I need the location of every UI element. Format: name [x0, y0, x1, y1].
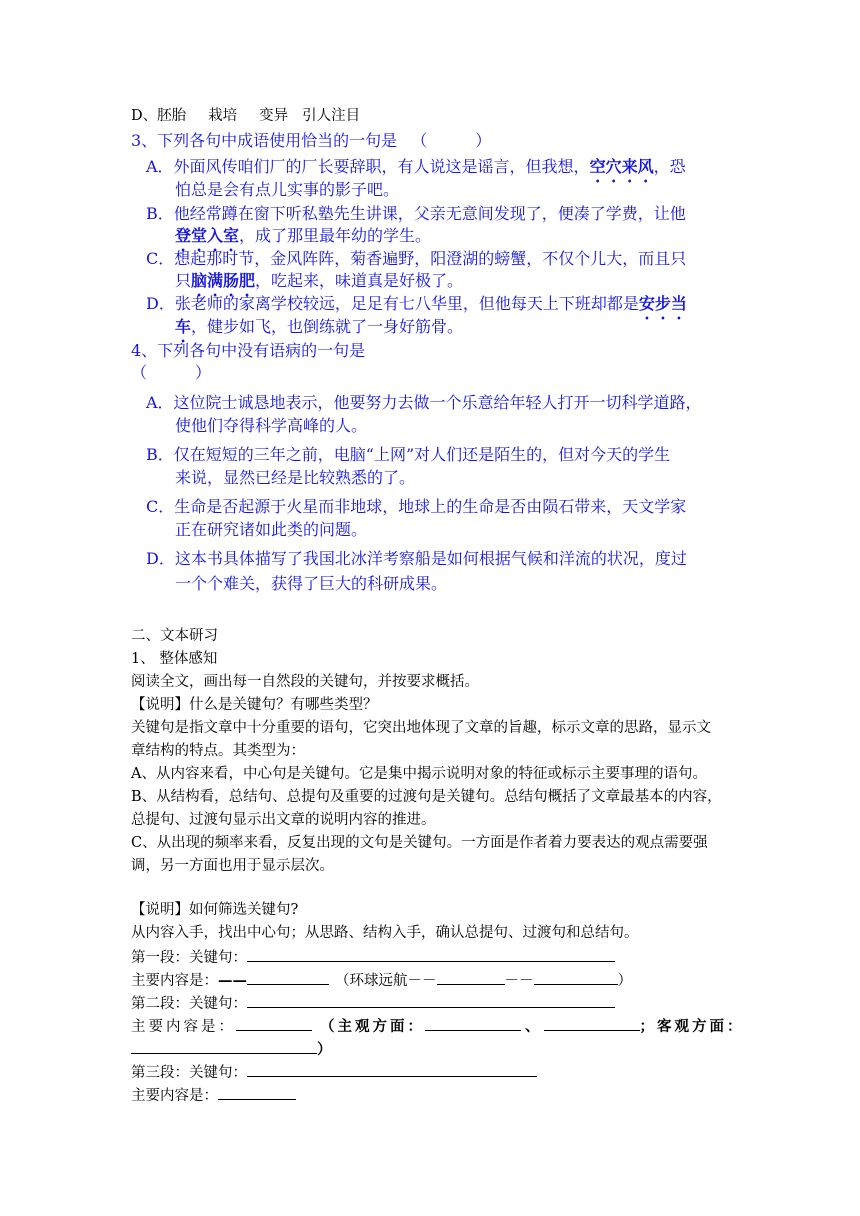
- section-heading: 二、文本研习: [131, 628, 218, 644]
- paragraph-line: A、从内容来看，中心句是关键句。它是集中揭示说明对象的特征或标示主要事理的语句。: [131, 766, 707, 782]
- subsection-heading: 1、 整体感知: [131, 651, 218, 667]
- note-how-to-select: 【说明】如何筛选关键句?: [131, 902, 299, 918]
- q3-title: 3、下列各句中成语使用恰当的一句是 （ ）: [131, 131, 492, 150]
- paragraph-line: 调，另一方面也用于显示层次。: [131, 858, 334, 874]
- blank-line[interactable]: [131, 1039, 317, 1054]
- blank-line[interactable]: [534, 970, 618, 985]
- para2-main-content-cont: ）: [131, 1039, 332, 1059]
- q3-option-a: A．外面风传咱们厂的厂长要辞职，有人说这是谣言，但我想，空穴来风，恐: [146, 157, 686, 176]
- blank-line[interactable]: [247, 947, 615, 962]
- q2d-word-4: 引人注目: [302, 108, 361, 124]
- para2-main-content-row: 主要内容是： （主观方面： 、 ；客观方面：: [131, 1018, 745, 1035]
- idiom-emphasis: 登堂入室: [175, 226, 240, 245]
- q4-option-c-cont: 正在研究诸如此类的问题。: [175, 520, 368, 539]
- para1-main-content-row: 主要内容是：—— （环球远航－－ －－ ）: [131, 972, 632, 989]
- q4-option-a: A．这位院士诚恳地表示，他要努力去做一个乐意给年轻人打开一切科学道路，: [146, 393, 702, 412]
- blank-line[interactable]: [247, 970, 329, 985]
- blank-line[interactable]: [544, 1016, 640, 1031]
- q4-option-d-cont: 一个个难关，获得了巨大的科研成果。: [175, 574, 448, 593]
- q3-option-c: C．想起那时节，金风阵阵，菊香遍野，阳澄湖的螃蟹，不仅个儿大，而且只: [146, 249, 687, 268]
- q3-option-d: D．张老师的家离学校较远，足足有七八华里，但他每天上下班却都是安步当: [146, 294, 687, 313]
- q4-option-b-cont: 来说，显然已经是比较熟悉的了。: [175, 468, 416, 487]
- blank-line[interactable]: [218, 1085, 296, 1100]
- q4-option-d: D．这本书具体描写了我国北冰洋考察船是如何根据气候和洋流的状况，度过: [146, 549, 687, 568]
- note-what-is-key-sentence: 【说明】什么是关键句？有哪些类型？: [131, 697, 378, 713]
- q3-option-b: B．他经常蹲在窗下听私塾先生讲课，父亲无意间发现了，便凑了学费，让他: [146, 204, 686, 223]
- q3-option-a-cont: 怕总是会有点儿实事的影子吧。: [175, 180, 400, 199]
- para1-key-sentence-row: 第一段：关键句：: [131, 947, 615, 967]
- blank-line[interactable]: [247, 1062, 537, 1077]
- idiom-emphasis: 安步当: [638, 294, 687, 313]
- idiom-emphasis: 空穴来风: [589, 157, 654, 176]
- q4-option-b: B．仅在短短的三年之前，电脑“上网”对人们还是陌生的，但对今天的学生: [146, 445, 671, 464]
- paragraph-line: B、从结构看，总结句、总提句及重要的过渡句是关键句。总结句概括了文章最基本的内容，: [131, 789, 722, 805]
- q2d-word-2: 栽培: [208, 108, 238, 124]
- q4-answer-paren: （ ）: [131, 363, 212, 382]
- q3-option-b-cont: 登堂入室，成了那里最年幼的学生。: [175, 226, 432, 245]
- q2d-word-1: D、胚胎: [131, 108, 187, 124]
- para2-key-sentence-row: 第二段：关键句：: [131, 993, 615, 1013]
- q4-title: 4、下列各句中没有语病的一句是: [131, 341, 366, 360]
- q3-option-d-cont: 车，健步如飞，也倒练就了一身好筋骨。: [175, 317, 464, 336]
- instruction: 阅读全文，画出每一自然段的关键句，并按要求概括。: [131, 674, 479, 690]
- q4-option-a-cont: 使他们夺得科学高峰的人。: [175, 416, 368, 435]
- q4-option-c: C．生命是否起源于火星而非地球，地球上的生命是否由陨石带来，天文学家: [146, 497, 687, 516]
- blank-line[interactable]: [437, 970, 505, 985]
- paragraph-line: 关键句是指文章中十分重要的语句，它突出地体现了文章的旨趣，标示文章的思路，显示文: [131, 720, 711, 736]
- paragraph-line: C、从出现的频率来看，反复出现的文句是关键句。一方面是作者着力要表达的观点需要强: [131, 835, 708, 851]
- paragraph-line: 章结构的特点。其类型为：: [131, 743, 305, 759]
- idiom-emphasis: 车: [175, 317, 192, 336]
- idiom-emphasis: 脑满肠肥: [191, 271, 256, 290]
- blank-line[interactable]: [425, 1016, 521, 1031]
- para3-main-content-row: 主要内容是：: [131, 1085, 296, 1105]
- q2d-word-3: 变异: [259, 108, 289, 124]
- q2-option-d: [131, 107, 360, 125]
- q3-option-c-cont: 只脑满肠肥，吃起来，味道真是好极了。: [175, 271, 464, 290]
- paragraph-line: 总提句、过渡句显示出文章的说明内容的推进。: [131, 812, 436, 828]
- para3-key-sentence-row: 第三段：关键句：: [131, 1062, 537, 1082]
- blank-line[interactable]: [247, 993, 615, 1008]
- method-text: 从内容入手，找出中心句；从思路、结构入手，确认总提句、过渡句和总结句。: [131, 925, 639, 941]
- blank-line[interactable]: [236, 1016, 312, 1031]
